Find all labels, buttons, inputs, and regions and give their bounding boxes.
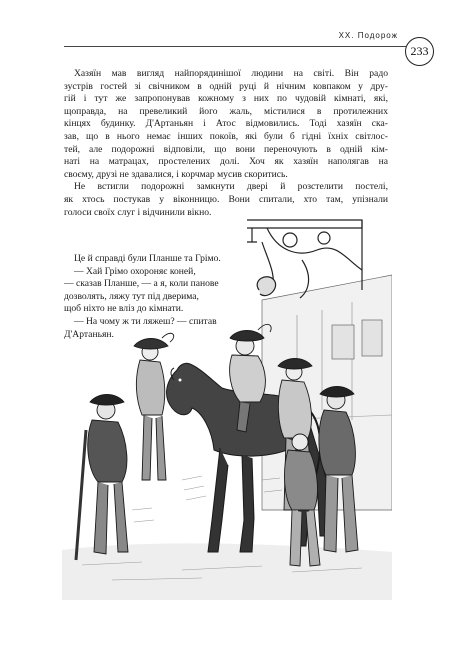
text-line: гій і тут же запропонував кожному з них по чудовій кімнаті, які,	[64, 93, 388, 105]
header-rule	[64, 46, 410, 47]
text-line: наті на матрацах, простелених долі. Хоч як хазяїн наполягав на	[64, 156, 388, 168]
text-line: голоси своїх слуг і відчинили вікно.	[64, 206, 212, 218]
ground	[62, 543, 392, 600]
text-line: Хазяїн мав вигляд найпорядинішої людини на світі. Він радо	[74, 68, 388, 79]
dialogue-text	[64, 253, 234, 341]
text-line: тей, але подорожні відповіли, що вони переночують в одній кім-	[64, 143, 388, 155]
running-head: XX. Подорож	[338, 31, 398, 40]
dialogue-line: Це й справді були Планше та Грімо.	[74, 253, 221, 264]
dialogue-line: — На чому ж ти ляжеш? — спитав	[74, 315, 217, 327]
text-line: зустрів гостей зі свічником в одній руці й нічним ковпаком у дру-	[64, 80, 388, 92]
text-line: Не встигли подорожні замкнути двері й розстелити постелі,	[74, 181, 388, 193]
dialogue-line: щоб ніхто не вліз до кімнати.	[64, 303, 184, 315]
text-line: кінцях будинку. Д'Артаньян і Атос відмовились. Тоді хазяїн ска-	[64, 118, 388, 130]
page-header	[64, 28, 410, 50]
dialogue-line: дозволять, ляжу тут під дверима,	[64, 290, 199, 302]
text-line: своєму, друзі не здавалися, і корчмар мусив скоритись.	[64, 168, 288, 180]
dialogue-line: — сказав Планше, — а я, коли панове	[64, 278, 219, 290]
dialogue-line: Д'Артаньян.	[64, 328, 114, 340]
dialogue-line: — Хай Грімо охороняє коней,	[74, 265, 196, 277]
page-number: 233	[405, 37, 434, 66]
text-line: як хтось постукав у віконницю. Вони спитали, хто там, упізнали	[64, 193, 388, 205]
text-line: щоправда, на превеликий його жаль, містилися в протилежних	[64, 105, 388, 117]
text-line: зав, що в нього немає інших покоїв, які були б гідні їхніх світлос-	[64, 130, 388, 142]
musketeers-with-horse-illustration-icon	[62, 180, 392, 600]
servant-front-left	[76, 395, 128, 561]
musketeer-left	[134, 333, 174, 480]
